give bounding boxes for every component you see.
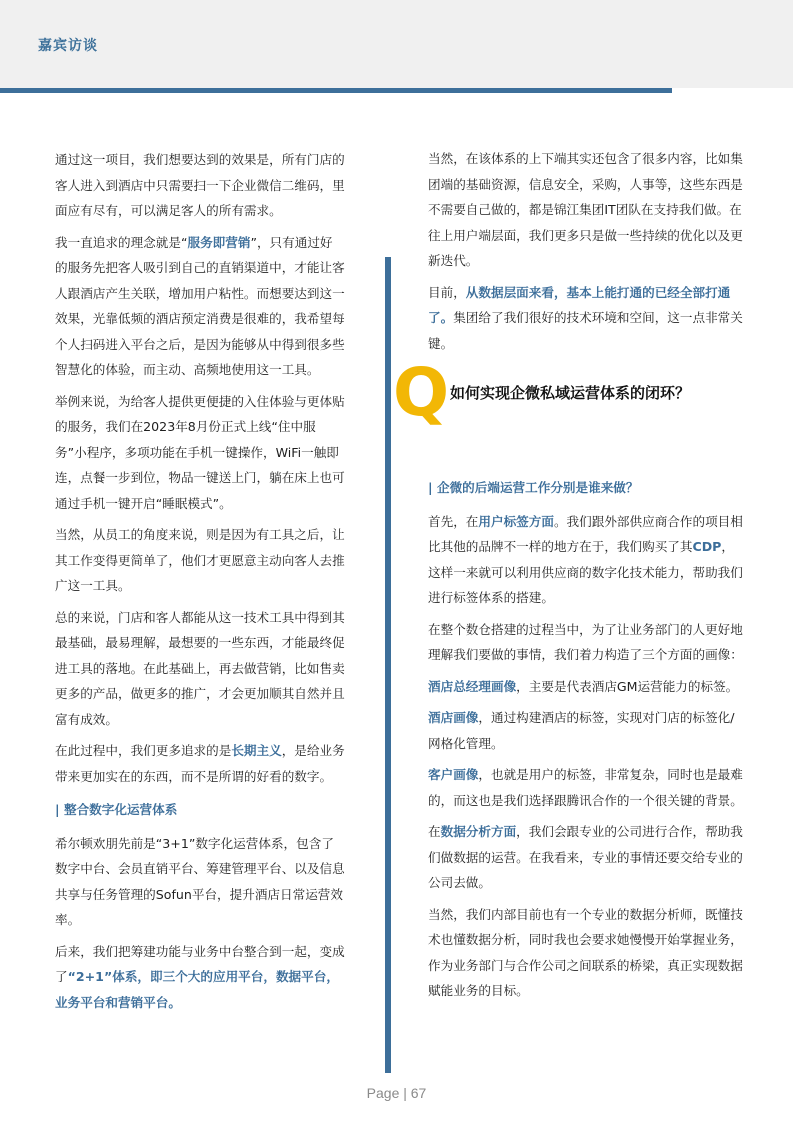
right-column-bottom	[428, 467, 746, 1010]
paragraph	[428, 674, 746, 700]
highlight: 长期主义	[231, 743, 282, 758]
paragraph: 当然，在该体系的上下端其实还包含了很多内容，比如集团端的基础资源，信息安全，采购，人事等，这些东西是不需要自己做的，都是锦江集团IT团队在支持我们做。在往上用户端层面，我们更多只是做一些持续的优化以及更新迭代。	[428, 151, 743, 268]
paragraph: 当然，从员工的角度来说，则是因为有工具之后，让其工作变得更简单了，他们才更愿意主动向客人去推广这一工具。	[55, 527, 345, 593]
text: 在	[428, 824, 441, 839]
text: ，主要是代表酒店GM运营能力的标签。	[516, 678, 739, 694]
highlight: 酒店总经理画像	[428, 678, 517, 694]
left-column	[55, 147, 345, 1021]
text: 后来，我们把筹建功能与业务中台整合到一起，变成了	[55, 943, 345, 984]
highlight: 酒店画像	[428, 710, 479, 725]
text: 首先，在	[428, 513, 479, 529]
paragraph	[428, 509, 746, 611]
column-divider	[385, 257, 391, 1073]
text: ，通过构建酒店的标签，实现对门店的标签化/网格化管理。	[428, 710, 735, 751]
paragraph	[55, 939, 345, 1016]
text: ，也就是用户的标签，非常复杂，同时也是最难的，而这也是我们选择跟腾讯合作的一个很关键的背景。	[428, 767, 743, 808]
highlight: 服务即营销	[187, 234, 251, 250]
paragraph: 在整个数仓搭建的过程当中，为了让业务部门的人更好地理解我们要做的事情，我们着力构造了三个方面的画像：	[428, 621, 743, 662]
paragraph	[428, 705, 746, 756]
highlight: 用户标签方面	[478, 513, 554, 529]
paragraph	[428, 280, 746, 357]
paragraph: 通过这一项目，我们想要达到的效果是，所有门店的客人进入到酒店中只需要扫一下企业微信二维码，里面应有尽有，可以满足客人的所有需求。	[55, 152, 345, 218]
right-column-top	[428, 146, 746, 362]
highlight: CDP	[692, 539, 722, 554]
paragraph	[55, 738, 345, 789]
header-band	[0, 0, 793, 88]
highlight: 数据分析方面	[440, 824, 517, 839]
header-rule	[0, 88, 672, 93]
text: ，是给业务带来更加实在的东西，而不是所谓的好看的数字。	[55, 743, 345, 784]
paragraph: 希尔顿欢朋先前是“3+1”数字化运营体系，包含了数字中台、会员直销平台、筹建管理平台、以及信息共享与任务管理的Sofun平台，提升酒店日常运营效率。	[55, 835, 345, 927]
highlight: “2+1”体系，即三个大的应用平台，数据平台，业务平台和营销平台。	[55, 969, 339, 1010]
text: 集团给了我们很好的技术环境和空间，这一点非常关键。	[428, 310, 743, 351]
paragraph	[428, 819, 746, 896]
text: ”，只有通过好的服务先把客人吸引到自己的直销渠道中，才能让客人跟酒店产生关联，增加用户粘性。而想要达到这一效果，光靠低频的酒店预定消费是很难的，我希望每个人扫码进入平台之后，是因为能够从中得到很多些智慧化的体验，而主动、高频地使用这一工具。	[55, 234, 345, 377]
highlight: 从数据层面来看，基本上能打通的已经全部打通了。	[428, 284, 731, 325]
text: 目前，	[428, 284, 466, 300]
text: ，这样一来就可以利用供应商的数字化技术能力，帮助我们进行标签体系的搭建。	[428, 539, 743, 605]
page-number: Page | 67	[366, 1085, 427, 1101]
text: 在此过程中，我们更多追求的是	[55, 743, 232, 758]
subheading: | 企微的后端运营工作分别是谁来做？	[428, 480, 639, 495]
paragraph: 总的来说，门店和客人都能从这一技术工具中得到其最基础，最易理解，最想要的一些东西，才能最终促进工具的落地。在此基础上，再去做营销，比如售卖更多的产品，做更多的推广，才会更加顺其自然并且富有成效。	[55, 609, 345, 727]
highlight: 客户画像	[428, 767, 479, 782]
subheading: | 整合数字化运营体系	[55, 802, 178, 817]
text: 我一直追求的理念就是“	[55, 234, 188, 250]
paragraph	[55, 230, 345, 383]
text: ，我们会跟专业的公司进行合作，帮助我们做数据的运营。在我看来，专业的事情还要交给专业的公司去做。	[428, 824, 743, 890]
paragraph: 举例来说，为给客人提供更便捷的入住体验与更体贴的服务，我们在2023年8月份正式上线“住中服务”小程序，多项功能在手机一键操作，WiFi一触即连，点餐一步到位，物品一键送上门，躺在床上也可通过手机一键开启“睡眠模式”。	[55, 393, 345, 511]
q-icon: Q	[393, 354, 450, 431]
text: 。我们跟外部供应商合作的项目相比其他的品牌不一样的地方在于，我们购买了其	[428, 513, 743, 554]
paragraph	[428, 762, 746, 813]
section-title: 嘉宾访谈	[38, 38, 98, 54]
paragraph: 当然，我们内部目前也有一个专业的数据分析师，既懂技术也懂数据分析，同时我也会要求她慢慢开始掌握业务，作为业务部门与合作公司之间联系的桥梁，真正实现数据赋能业务的目标。	[428, 906, 743, 998]
question-heading: 如何实现企微私域运营体系的闭环？	[450, 384, 691, 402]
